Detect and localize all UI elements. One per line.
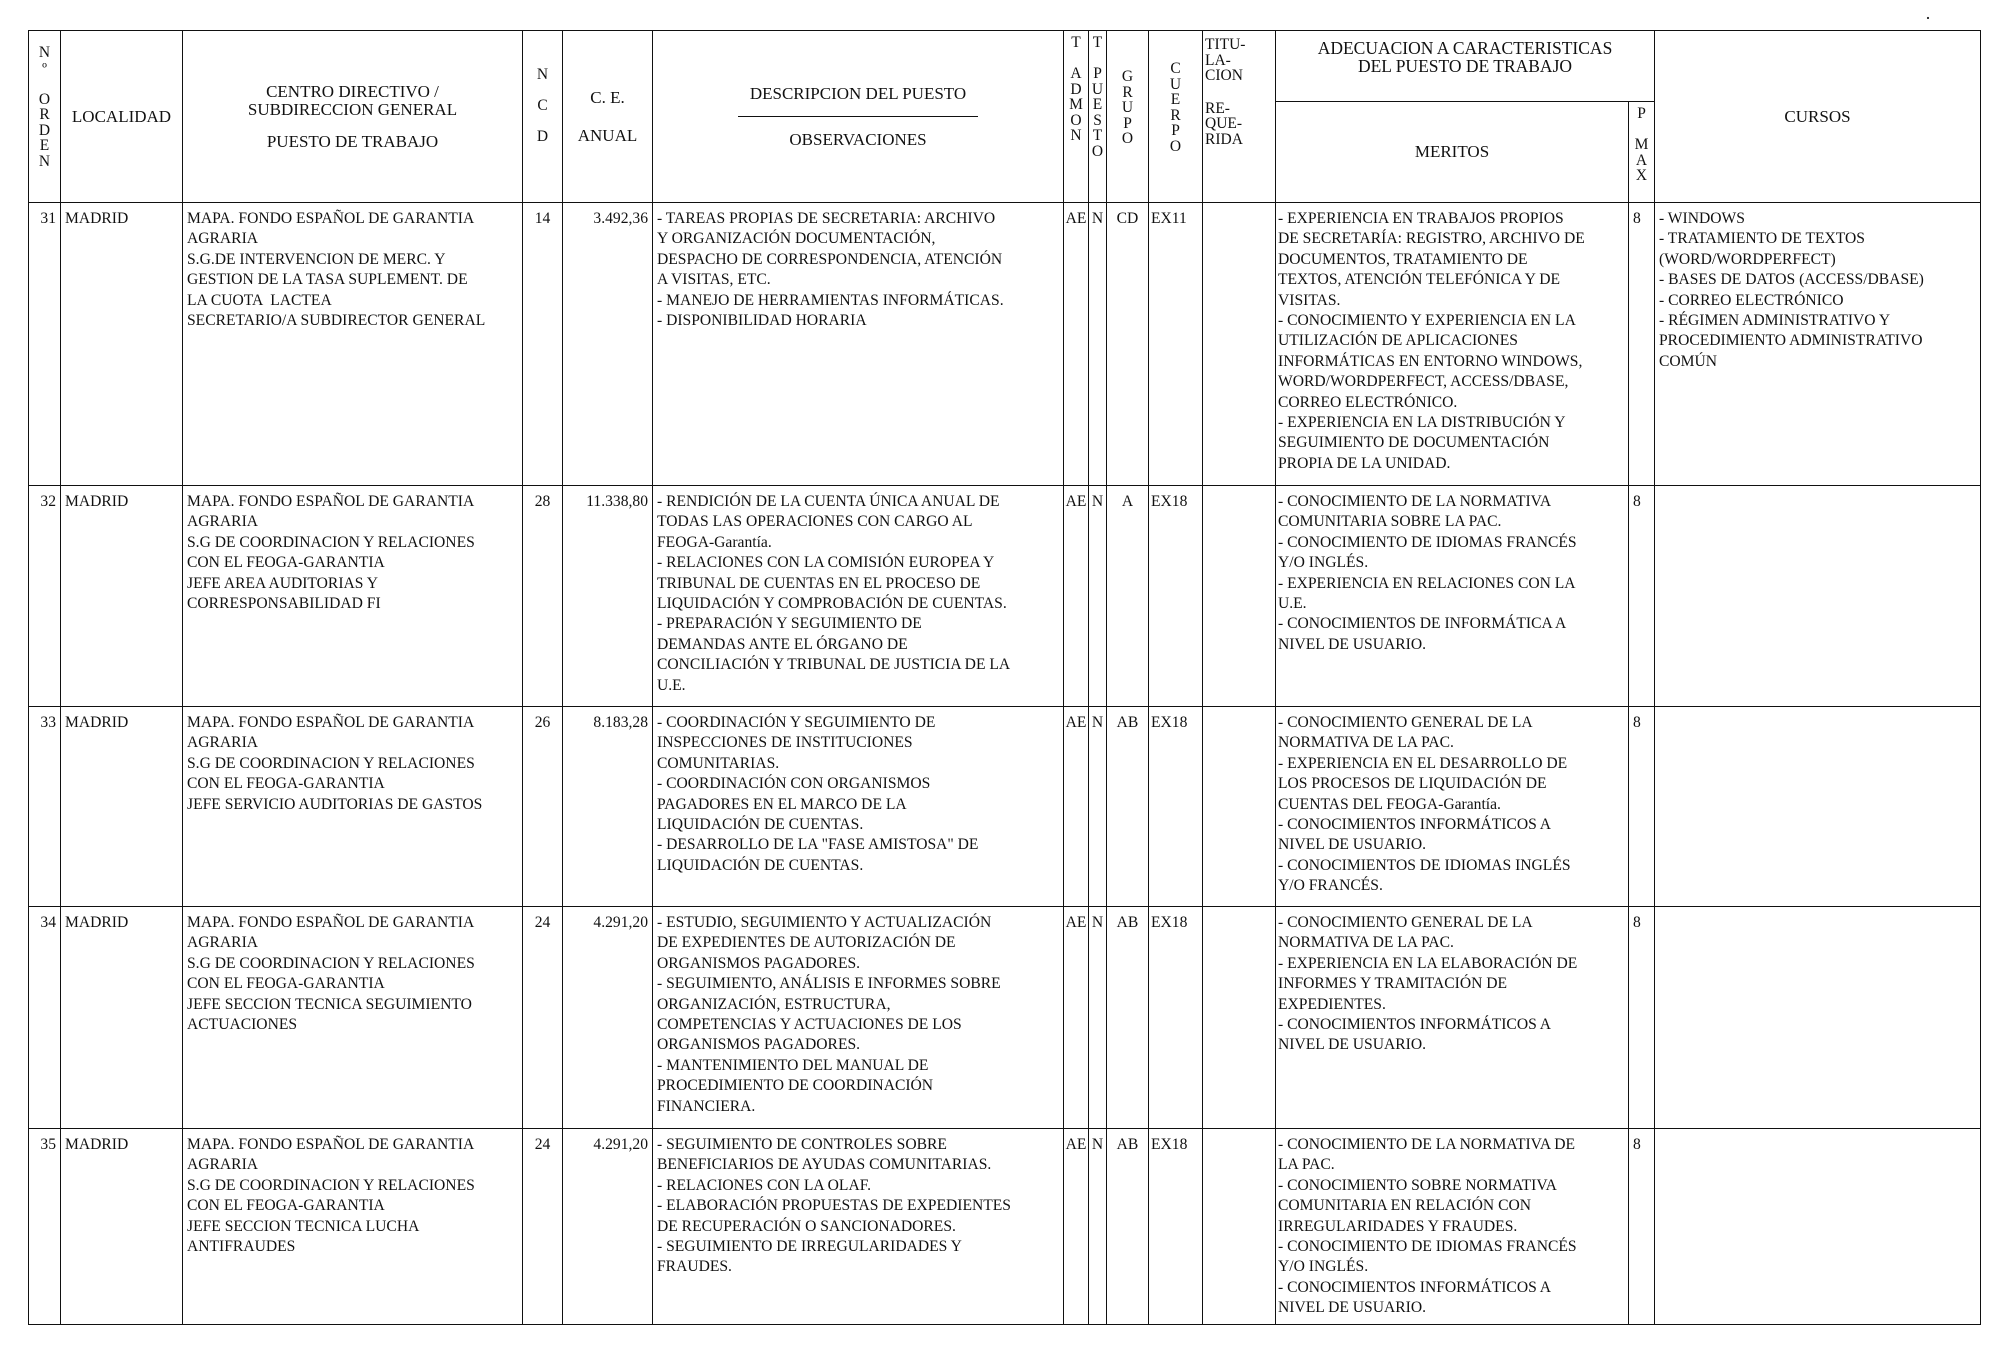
cell-centro-puesto-line: MAPA. FONDO ESPAÑOL DE GARANTIA (187, 714, 475, 731)
cell-meritos (1276, 486, 1629, 707)
header-cursos (1655, 31, 1981, 203)
cell-meritos-line: - CONOCIMIENTO GENERAL DE LA (1278, 914, 1533, 931)
cell-meritos-line: - CONOCIMIENTOS DE IDIOMAS INGLÉS (1278, 856, 1571, 874)
header-ncd-letter (541, 114, 545, 130)
cell-orden: 32 (29, 486, 61, 707)
header-ncd-letter: N (536, 66, 549, 83)
cell-meritos (1276, 907, 1629, 1129)
cell-descripcion (653, 1129, 1064, 1325)
cell-meritos (1276, 707, 1629, 907)
header-orden-letter (43, 76, 47, 92)
cell-descripcion-line: - COORDINACIÓN Y SEGUIMIENTO DE (657, 714, 936, 731)
cell-meritos-line: IRREGULARIDADES Y FRAUDES. (1278, 1217, 1518, 1235)
cell-descripcion-line: TRIBUNAL DE CUENTAS EN EL PROCESO DE (657, 574, 981, 592)
cell-t-admon: AE (1064, 203, 1089, 486)
header-orden-letter: O (38, 90, 51, 108)
table-row (29, 203, 1981, 486)
cell-meritos (1276, 203, 1629, 486)
cell-cursos-line: - BASES DE DATOS (ACCESS/DBASE) (1659, 271, 1924, 289)
cell-meritos-line: - CONOCIMIENTO DE IDIOMAS FRANCÉS (1278, 533, 1577, 551)
cell-meritos-line: INFORMES Y TRAMITACIÓN DE (1278, 975, 1508, 993)
cell-meritos-line: - CONOCIMIENTO SOBRE NORMATIVA (1278, 1176, 1557, 1194)
cell-meritos-line: CUENTAS DEL FEOGA-Garantía. (1278, 795, 1501, 813)
header-pmax-letter: P (1637, 105, 1646, 122)
cell-meritos-line: - EXPERIENCIA EN EL DESARROLLO DE (1278, 754, 1568, 772)
header-localidad (61, 31, 183, 203)
cell-descripcion-line: - MANEJO DE HERRAMIENTAS INFORMÁTICAS. (657, 291, 1004, 309)
header-orden-letter: N (38, 152, 51, 170)
cell-meritos-line: COMUNITARIA EN RELACIÓN CON (1278, 1197, 1532, 1215)
cell-centro-puesto-line: AGRARIA (187, 934, 259, 952)
cell-descripcion-line: INSPECCIONES DE INSTITUCIONES (657, 734, 913, 752)
cell-cursos-line: COMÚN (1659, 352, 1718, 370)
header-pmax-letter: X (1635, 167, 1648, 184)
cell-centro-puesto-line: JEFE SECCION TECNICA SEGUIMIENTO (187, 995, 472, 1013)
cell-t-admon: AE (1064, 1129, 1089, 1325)
cell-descripcion-line: Y ORGANIZACIÓN DOCUMENTACIÓN, (657, 230, 936, 248)
cell-descripcion-line: - RELACIONES CON LA COMISIÓN EUROPEA Y (657, 554, 995, 572)
cell-descripcion-line: - COORDINACIÓN CON ORGANISMOS (657, 775, 931, 793)
cell-centro-puesto (183, 707, 523, 907)
cell-meritos-line: TEXTOS, ATENCIÓN TELEFÓNICA Y DE (1278, 271, 1560, 289)
cell-descripcion-line: U.E. (657, 676, 686, 694)
cell-descripcion-line: TODAS LAS OPERACIONES CON CARGO AL (657, 513, 973, 531)
header-orden (29, 31, 61, 203)
header-t-admon-letter: A (1070, 65, 1082, 82)
header-t-admon-letter: D (1070, 80, 1082, 98)
cell-meritos-line: NIVEL DE USUARIO. (1278, 635, 1426, 653)
cell-centro-puesto-line: MAPA. FONDO ESPAÑOL DE GARANTIA (187, 1136, 475, 1153)
header-t-puesto-letter: P (1093, 65, 1102, 82)
cell-centro-puesto-line: AGRARIA (187, 513, 259, 531)
header-orden-letter: º (42, 59, 47, 77)
cell-ce-anual: 3.492,36 (563, 203, 653, 486)
header-observaciones-label: OBSERVACIONES (789, 129, 927, 149)
cell-meritos-line: - CONOCIMIENTO DE LA NORMATIVA (1278, 493, 1552, 510)
header-t-puesto-letter: E (1092, 96, 1103, 113)
cell-centro-puesto-line: MAPA. FONDO ESPAÑOL DE GARANTIA (187, 210, 475, 227)
cell-descripcion-line: DESPACHO DE CORRESPONDENCIA, ATENCIÓN (657, 250, 1003, 268)
cell-centro-puesto-line: JEFE SERVICIO AUDITORIAS DE GASTOS (187, 795, 483, 813)
cell-centro-puesto-line: CON EL FEOGA-GARANTIA (187, 775, 385, 793)
header-descripcion (653, 31, 1064, 203)
header-t-puesto-letter: S (1093, 111, 1102, 129)
cell-meritos-line: - CONOCIMIENTOS INFORMÁTICOS A (1278, 816, 1552, 834)
cell-meritos-line: - CONOCIMIENTO GENERAL DE LA (1278, 714, 1533, 731)
cell-descripcion-line: ORGANISMOS PAGADORES. (657, 1036, 861, 1054)
cell-meritos (1276, 1129, 1629, 1325)
header-centro-directivo (183, 31, 523, 203)
table-row (29, 486, 1981, 707)
cell-grupo: A (1107, 486, 1149, 707)
cell-centro-puesto (183, 1129, 523, 1325)
cell-pmax: 8 (1629, 203, 1655, 486)
header-titulacion-line5: QUE- (1205, 115, 1243, 132)
header-centro-line2: SUBDIRECCION GENERAL (247, 99, 458, 119)
cell-descripcion-line: - ELABORACIÓN PROPUESTAS DE EXPEDIENTES (657, 1197, 1011, 1215)
cell-meritos-line: INFORMÁTICAS EN ENTORNO WINDOWS, (1278, 352, 1583, 370)
header-orden-letter: D (38, 121, 51, 139)
cell-descripcion (653, 486, 1064, 707)
header-t-puesto-letter: U (1091, 80, 1104, 98)
header-titulacion-line2: LA- (1205, 51, 1231, 69)
cell-centro-puesto-line: S.G.DE INTERVENCION DE MERC. Y (187, 250, 446, 268)
cell-descripcion-line: DEMANDAS ANTE EL ÓRGANO DE (657, 635, 908, 653)
cell-meritos-line: - CONOCIMIENTOS DE INFORMÁTICA A (1278, 615, 1567, 633)
cell-pmax: 8 (1629, 486, 1655, 707)
header-titulacion-line1: TITU- (1205, 36, 1246, 53)
cell-ce-anual: 4.291,20 (563, 1129, 653, 1325)
header-titulacion-line6: RIDA (1205, 130, 1243, 148)
cell-titulacion (1203, 907, 1276, 1129)
job-positions-table (28, 30, 1981, 1325)
cell-centro-puesto-line: AGRARIA (187, 1156, 259, 1174)
header-ncd-letter (541, 83, 545, 99)
cell-meritos-line: NORMATIVA DE LA PAC. (1278, 934, 1454, 952)
header-cuerpo-letter: R (1170, 106, 1181, 124)
cell-localidad: MADRID (61, 486, 183, 707)
cell-descripcion-line: - SEGUIMIENTO DE CONTROLES SOBRE (657, 1136, 947, 1153)
cell-meritos-line: VISITAS. (1278, 291, 1341, 309)
header-pmax-letter (1640, 122, 1644, 138)
cell-ce-anual: 11.338,80 (563, 486, 653, 707)
header-grupo-letter: U (1121, 99, 1134, 116)
table-body (29, 203, 1981, 1325)
cell-meritos-line: - CONOCIMIENTOS INFORMÁTICOS A (1278, 1278, 1552, 1296)
cell-centro-puesto-line: ANTIFRAUDES (187, 1238, 296, 1256)
cell-centro-puesto-line: CON EL FEOGA-GARANTIA (187, 1197, 385, 1215)
cell-cursos (1655, 707, 1981, 907)
header-grupo-letter: P (1123, 114, 1132, 132)
cell-centro-puesto-line: S.G DE COORDINACION Y RELACIONES (187, 954, 475, 972)
cell-centro-puesto-line: AGRARIA (187, 734, 259, 752)
cell-descripcion-line: - PREPARACIÓN Y SEGUIMIENTO DE (657, 615, 922, 633)
cell-ncd: 26 (523, 707, 563, 907)
cell-descripcion-line: - MANTENIMIENTO DEL MANUAL DE (657, 1056, 929, 1074)
cell-cursos (1655, 907, 1981, 1129)
cell-titulacion (1203, 707, 1276, 907)
cell-t-admon: AE (1064, 486, 1089, 707)
cell-meritos-line: NORMATIVA DE LA PAC. (1278, 734, 1454, 752)
cell-descripcion-line: LIQUIDACIÓN DE CUENTAS. (657, 816, 864, 834)
cell-ce-anual: 8.183,28 (563, 707, 653, 907)
header-t-admon-letter: N (1070, 127, 1082, 144)
header-centro-line1: CENTRO DIRECTIVO / (266, 81, 439, 101)
cell-descripcion-line: FEOGA-Garantía. (657, 533, 772, 551)
header-titulacion-line4: RE- (1205, 99, 1230, 117)
cell-descripcion-line: DE EXPEDIENTES DE AUTORIZACIÓN DE (657, 934, 956, 952)
cell-descripcion-line: PROCEDIMIENTO DE COORDINACIÓN (657, 1077, 934, 1095)
cell-centro-puesto-line: ACTUACIONES (187, 1016, 298, 1034)
cell-descripcion-line: ORGANISMOS PAGADORES. (657, 954, 861, 972)
header-descripcion-label: DESCRIPCION DEL PUESTO (749, 83, 967, 103)
header-meritos-label: MERITOS (1414, 142, 1490, 161)
cell-descripcion-line: - SEGUIMIENTO DE IRREGULARIDADES Y (657, 1238, 962, 1256)
cell-localidad: MADRID (61, 1129, 183, 1325)
cell-descripcion-line: ORGANIZACIÓN, ESTRUCTURA, (657, 995, 891, 1013)
cell-descripcion (653, 707, 1064, 907)
cell-ncd: 28 (523, 486, 563, 707)
cell-meritos-line: Y/O INGLÉS. (1278, 1258, 1369, 1276)
cell-meritos-line: NIVEL DE USUARIO. (1278, 1036, 1426, 1054)
cell-cursos-line: - CORREO ELECTRÓNICO (1659, 291, 1844, 309)
cell-centro-puesto-line: S.G DE COORDINACION Y RELACIONES (187, 533, 475, 551)
header-t-admon-letter: O (1070, 111, 1082, 129)
cell-centro-puesto (183, 203, 523, 486)
cell-cursos-line: - TRATAMIENTO DE TEXTOS (1659, 230, 1865, 248)
cell-t-puesto: N (1089, 203, 1107, 486)
cell-centro-puesto-line: S.G DE COORDINACION Y RELACIONES (187, 1176, 475, 1194)
cell-centro-puesto-line: AGRARIA (187, 230, 259, 248)
header-grupo-letter: R (1122, 83, 1133, 101)
cell-centro-puesto-line: CON EL FEOGA-GARANTIA (187, 975, 385, 993)
cell-cursos-line: - RÉGIMEN ADMINISTRATIVO Y (1659, 312, 1891, 330)
cell-titulacion (1203, 1129, 1276, 1325)
cell-centro-puesto-line: CORRESPONSABILIDAD FI (187, 595, 381, 613)
cell-titulacion (1203, 203, 1276, 486)
cell-orden: 33 (29, 707, 61, 907)
header-ce-anual (563, 31, 653, 203)
header-t-puesto-letter: T (1092, 127, 1103, 144)
header-t-admon-letter: M (1069, 96, 1083, 113)
cell-descripcion-line: - TAREAS PROPIAS DE SECRETARIA: ARCHIVO (657, 210, 996, 227)
header-t-admon (1064, 31, 1089, 203)
cell-cuerpo: EX18 (1149, 907, 1203, 1129)
cell-meritos-line: EXPEDIENTES. (1278, 995, 1386, 1013)
header-ncd (523, 31, 563, 203)
header-meritos (1276, 102, 1629, 203)
header-cuerpo (1149, 31, 1203, 203)
cell-cursos-line: PROCEDIMIENTO ADMINISTRATIVO (1659, 332, 1923, 350)
cell-grupo: CD (1107, 203, 1149, 486)
header-t-puesto (1089, 31, 1107, 203)
header-pmax-letter: M (1634, 136, 1649, 153)
cell-descripcion-line: FINANCIERA. (657, 1097, 756, 1115)
cell-ce-anual: 4.291,20 (563, 907, 653, 1129)
cell-descripcion-line: - DISPONIBILIDAD HORARIA (657, 312, 867, 330)
header-adecuacion-line2: DEL PUESTO DE TRABAJO (1357, 56, 1573, 76)
cell-meritos-line: COMUNITARIA SOBRE LA PAC. (1278, 513, 1502, 531)
cell-pmax: 8 (1629, 707, 1655, 907)
cell-descripcion-line: DE RECUPERACIÓN O SANCIONADORES. (657, 1217, 956, 1235)
cell-meritos-line: SEGUIMIENTO DE DOCUMENTACIÓN (1278, 434, 1550, 452)
header-pmax (1629, 102, 1655, 203)
cell-ncd: 14 (523, 203, 563, 486)
cell-meritos-line: Y/O INGLÉS. (1278, 554, 1369, 572)
header-ncd-letter: D (536, 128, 549, 145)
header-orden-letter: R (39, 106, 50, 123)
cell-t-puesto: N (1089, 1129, 1107, 1325)
header-cuerpo-letter: P (1171, 122, 1180, 139)
cell-grupo: AB (1107, 1129, 1149, 1325)
page-speck: · (1925, 8, 1931, 28)
cell-meritos-line: - EXPERIENCIA EN LA ELABORACIÓN DE (1278, 954, 1578, 972)
cell-descripcion-line: - RENDICIÓN DE LA CUENTA ÚNICA ANUAL DE (657, 493, 1000, 510)
cell-descripcion-line: CONCILIACIÓN Y TRIBUNAL DE JUSTICIA DE LA (657, 656, 1011, 674)
cell-localidad: MADRID (61, 203, 183, 486)
cell-cuerpo: EX18 (1149, 1129, 1203, 1325)
cell-cursos (1655, 203, 1981, 486)
table-row (29, 707, 1981, 907)
header-cuerpo-letter: E (1170, 91, 1181, 108)
cell-meritos-line: - EXPERIENCIA EN LA DISTRIBUCIÓN Y (1278, 414, 1566, 432)
cell-titulacion (1203, 486, 1276, 707)
header-cursos-label: CURSOS (1784, 106, 1851, 126)
header-cuerpo-letter: U (1169, 75, 1182, 93)
cell-meritos-line: - EXPERIENCIA EN TRABAJOS PROPIOS (1278, 210, 1564, 227)
header-t-admon-letter (1074, 51, 1078, 67)
job-positions-table-sheet (28, 30, 1980, 1325)
cell-cursos-line: (WORD/WORDPERFECT) (1659, 250, 1836, 268)
cell-centro-puesto-line: LA CUOTA LACTEA (187, 291, 332, 309)
header-grupo (1107, 31, 1149, 203)
header-titulacion (1203, 31, 1276, 203)
header-ce-line2: ANUAL (577, 125, 638, 145)
header-t-puesto-letter: T (1092, 34, 1103, 51)
header-grupo-letter: G (1121, 68, 1134, 85)
table-row (29, 907, 1981, 1129)
cell-descripcion-line: - SEGUIMIENTO, ANÁLISIS E INFORMES SOBRE (657, 975, 1001, 993)
cell-localidad: MADRID (61, 907, 183, 1129)
cell-grupo: AB (1107, 907, 1149, 1129)
cell-orden: 31 (29, 203, 61, 486)
cell-meritos-line: - CONOCIMIENTO DE LA NORMATIVA DE (1278, 1136, 1576, 1153)
cell-descripcion-line: BENEFICIARIOS DE AYUDAS COMUNITARIAS. (657, 1156, 992, 1174)
cell-cuerpo: EX11 (1149, 203, 1203, 486)
header-ce-line1: C. E. (590, 87, 625, 107)
cell-meritos-line: NIVEL DE USUARIO. (1278, 1299, 1426, 1317)
cell-descripcion-line: PAGADORES EN EL MARCO DE LA (657, 795, 907, 813)
cell-ncd: 24 (523, 907, 563, 1129)
header-t-puesto-letter (1096, 51, 1100, 67)
header-t-admon-letter: T (1071, 34, 1081, 51)
header-t-puesto-letter: O (1091, 142, 1104, 160)
table-row (29, 1129, 1981, 1325)
cell-localidad: MADRID (61, 707, 183, 907)
cell-ncd: 24 (523, 1129, 563, 1325)
header-descripcion-rule (738, 116, 978, 117)
cell-descripcion-line: LIQUIDACIÓN Y COMPROBACIÓN DE CUENTAS. (657, 595, 1007, 613)
header-adecuacion (1276, 31, 1655, 102)
header-orden-letter: N (38, 44, 51, 61)
cell-descripcion-line: - DESARROLLO DE LA "FASE AMISTOSA" DE (657, 836, 979, 854)
cell-pmax: 8 (1629, 1129, 1655, 1325)
cell-centro-puesto-line: MAPA. FONDO ESPAÑOL DE GARANTIA (187, 493, 475, 510)
cell-meritos-line: PROPIA DE LA UNIDAD. (1278, 454, 1451, 472)
cell-grupo: AB (1107, 707, 1149, 907)
cell-centro-puesto-line: JEFE SECCION TECNICA LUCHA (187, 1217, 420, 1235)
cell-descripcion-line: LIQUIDACIÓN DE CUENTAS. (657, 856, 864, 874)
cell-meritos-line: DOCUMENTOS, TRATAMIENTO DE (1278, 250, 1528, 268)
header-puesto-trabajo: PUESTO DE TRABAJO (266, 131, 439, 151)
cell-orden: 35 (29, 1129, 61, 1325)
cell-descripcion-line: COMUNITARIAS. (657, 754, 780, 772)
header-pmax-letter: A (1635, 151, 1648, 169)
cell-descripcion-line: - RELACIONES CON LA OLAF. (657, 1176, 872, 1194)
table-header (29, 31, 1981, 203)
cell-descripcion (653, 907, 1064, 1129)
cell-cuerpo: EX18 (1149, 707, 1203, 907)
cell-centro-puesto-line: GESTION DE LA TASA SUPLEMENT. DE (187, 271, 468, 289)
cell-meritos-line: - CONOCIMIENTO Y EXPERIENCIA EN LA (1278, 312, 1576, 330)
cell-descripcion-line: FRAUDES. (657, 1258, 732, 1276)
cell-t-puesto: N (1089, 907, 1107, 1129)
cell-meritos-line: - CONOCIMIENTO DE IDIOMAS FRANCÉS (1278, 1238, 1577, 1256)
cell-t-admon: AE (1064, 907, 1089, 1129)
cell-meritos-line: - CONOCIMIENTOS INFORMÁTICOS A (1278, 1016, 1552, 1034)
cell-cuerpo: EX18 (1149, 486, 1203, 707)
cell-descripcion (653, 203, 1064, 486)
header-localidad-label: LOCALIDAD (71, 106, 172, 126)
header-ncd-letter: C (537, 97, 548, 114)
cell-meritos-line: Y/O FRANCÉS. (1278, 877, 1383, 895)
cell-meritos-line: DE SECRETARÍA: REGISTRO, ARCHIVO DE (1278, 230, 1585, 248)
cell-cursos (1655, 486, 1981, 707)
cell-t-admon: AE (1064, 707, 1089, 907)
cell-cursos (1655, 1129, 1981, 1325)
cell-orden: 34 (29, 907, 61, 1129)
cell-centro-puesto-line: MAPA. FONDO ESPAÑOL DE GARANTIA (187, 914, 475, 931)
cell-meritos-line: LA PAC. (1278, 1156, 1335, 1174)
cell-cursos-line: - WINDOWS (1659, 210, 1745, 227)
cell-centro-puesto-line: JEFE AREA AUDITORIAS Y (187, 574, 379, 592)
cell-descripcion-line: - ESTUDIO, SEGUIMIENTO Y ACTUALIZACIÓN (657, 914, 992, 931)
cell-meritos-line: CORREO ELECTRÓNICO. (1278, 393, 1458, 411)
cell-descripcion-line: COMPETENCIAS Y ACTUACIONES DE LOS (657, 1016, 962, 1034)
cell-meritos-line: WORD/WORDPERFECT, ACCESS/DBASE, (1278, 373, 1569, 391)
cell-centro-puesto (183, 486, 523, 707)
cell-centro-puesto-line: SECRETARIO/A SUBDIRECTOR GENERAL (187, 312, 486, 330)
header-orden-letter: E (39, 137, 50, 154)
cell-descripcion-line: A VISITAS, ETC. (657, 271, 771, 289)
cell-centro-puesto (183, 907, 523, 1129)
header-cuerpo-letter: O (1169, 137, 1182, 155)
header-adecuacion-line1: ADECUACION A CARACTERISTICAS (1317, 38, 1613, 58)
header-titulacion-line3: CION (1205, 67, 1243, 84)
cell-meritos-line: LOS PROCESOS DE LIQUIDACIÓN DE (1278, 775, 1547, 793)
header-cuerpo-letter: C (1170, 60, 1181, 77)
header-grupo-letter: O (1121, 130, 1134, 147)
cell-t-puesto: N (1089, 486, 1107, 707)
cell-meritos-line: U.E. (1278, 595, 1307, 613)
cell-centro-puesto-line: CON EL FEOGA-GARANTIA (187, 554, 385, 572)
cell-meritos-line: NIVEL DE USUARIO. (1278, 836, 1426, 854)
cell-meritos-line: - EXPERIENCIA EN RELACIONES CON LA (1278, 574, 1576, 592)
cell-t-puesto: N (1089, 707, 1107, 907)
cell-centro-puesto-line: S.G DE COORDINACION Y RELACIONES (187, 754, 475, 772)
cell-pmax: 8 (1629, 907, 1655, 1129)
cell-meritos-line: UTILIZACIÓN DE APLICACIONES (1278, 332, 1518, 350)
